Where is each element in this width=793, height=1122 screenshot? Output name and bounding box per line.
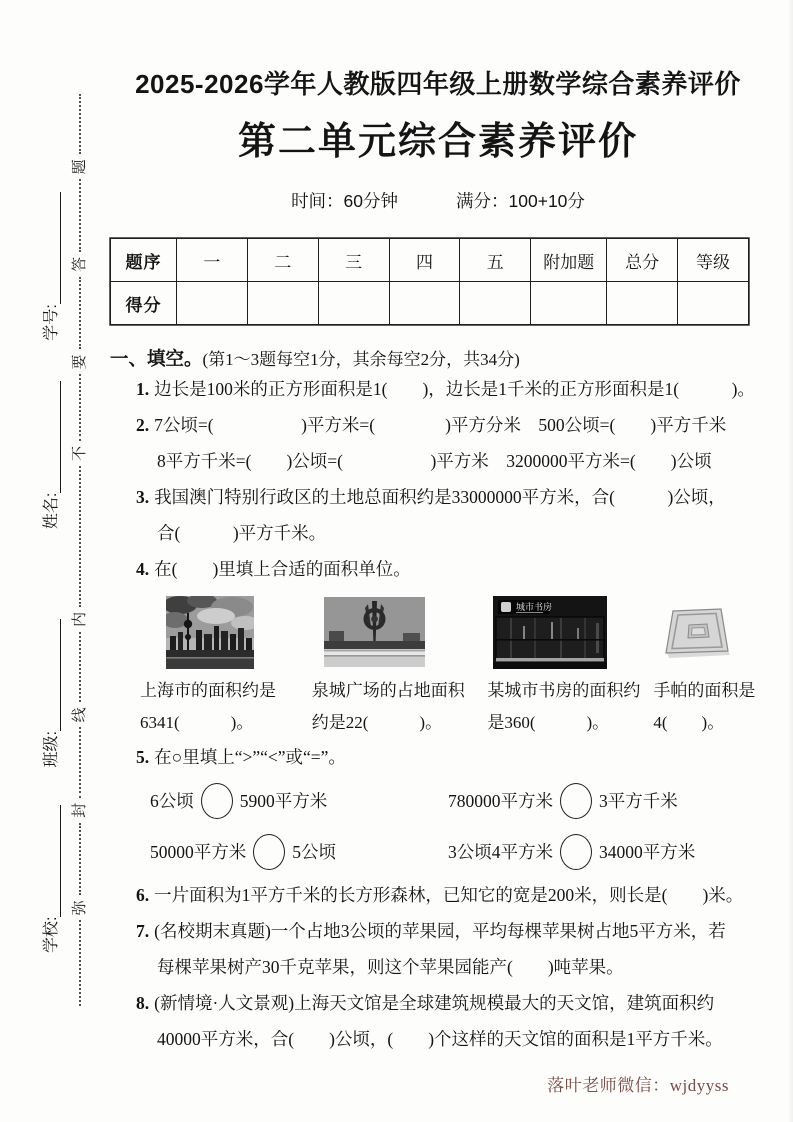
figure-quancheng-blank: 约是22( )。	[311, 713, 443, 732]
quancheng-square-image	[324, 597, 425, 667]
scan-edge-shadow	[788, 0, 793, 1122]
field-name-blank-line	[41, 381, 60, 493]
question-8-text-line-1: (新情境·人文景观)上海天文馆是全球建筑规模最大的天文馆，建筑面积约	[154, 993, 715, 1013]
question-6	[110, 877, 766, 913]
seal-dash	[79, 179, 81, 252]
exam-info-line	[110, 188, 766, 213]
comparison-2-answer-circle	[560, 783, 592, 819]
section-1-note: (第1～3题每空1分，其余每空2分，共34分)	[202, 350, 520, 369]
figure-shanghai	[140, 591, 312, 739]
comparison-3-right: 5公顷	[292, 842, 336, 862]
question-6-text: 一片面积为1平方千米的长方形森林，已知它的宽是200米，则长是( )米。	[154, 885, 744, 905]
page-subtitle: 第二单元综合素养评价	[237, 121, 638, 163]
comparison-1-right: 5900平方米	[239, 791, 328, 811]
question-3	[110, 479, 766, 515]
field-name-label: 姓名:	[42, 492, 60, 530]
question-4-number: 4.	[136, 559, 150, 579]
question-1	[110, 371, 766, 407]
teacher-wechat-watermark: 落叶老师微信：wjdyyss	[547, 1076, 729, 1095]
seal-dash	[79, 466, 81, 607]
comparison-2-left: 780000平方米	[448, 791, 553, 811]
comparison-1-left: 6公顷	[150, 791, 194, 811]
figure-handkerchief	[653, 591, 766, 739]
question-7-line-2	[110, 949, 766, 985]
question-5	[110, 739, 766, 775]
comparison-4-left: 3公顷4平方米	[448, 842, 553, 862]
seal-char: 要	[71, 354, 88, 370]
score-row-label: 得分	[111, 282, 177, 325]
field-class-label: 班级:	[42, 731, 60, 768]
seal-dash	[79, 727, 81, 797]
seal-char: 不	[71, 445, 88, 461]
question-3-text-line-2: 合( )平方千米。	[157, 523, 327, 543]
comparison-row-1	[150, 775, 766, 826]
question-8-number: 8.	[136, 993, 150, 1013]
seal-char: 题	[71, 159, 88, 175]
seal-dash	[79, 94, 81, 154]
question-4	[110, 551, 766, 587]
question-7-text-line-1: (名校期末真题)一个占地3公顷的苹果园，平均每棵苹果树占地5平方米，若	[154, 921, 726, 941]
question-2-text-line-1: 7公顷=( )平方米=( )平方分米 500公顷=( )平方千米	[154, 415, 727, 435]
score-table-corner: 题序	[111, 239, 177, 282]
question-2-line-2	[110, 443, 766, 479]
question-5-text: 在○里填上“>”“<”或“=”。	[154, 747, 346, 767]
comparison-3-answer-circle	[253, 834, 285, 870]
shanghai-skyline-image	[166, 596, 254, 669]
field-class	[38, 619, 61, 767]
comparison-4-answer-circle	[560, 834, 592, 870]
field-school-blank-line	[41, 805, 60, 917]
question-8-line-2	[110, 1021, 766, 1057]
score-cell	[460, 282, 531, 325]
seal-dash	[79, 920, 81, 1006]
question-7-number: 7.	[136, 921, 150, 941]
seal-char: 封	[71, 802, 88, 818]
seal-dash	[79, 632, 81, 702]
score-cell	[389, 282, 460, 325]
figure-shanghai-blank: 6341( )。	[140, 713, 254, 732]
section-1-title: 一、填空。	[110, 348, 203, 369]
question-1-text: 边长是100米的正方形面积是1( )，边长是1千米的正方形面积是1( )。	[154, 379, 755, 399]
question-3-text-line-1: 我国澳门特别行政区的土地总面积约是33000000平方米，合( )公顷，	[154, 487, 726, 507]
question-5-number: 5.	[136, 747, 150, 767]
seal-char: 答	[71, 256, 88, 272]
time-label: 时间：60分钟	[291, 191, 399, 211]
figure-quancheng-square	[312, 591, 488, 739]
question-7-text-line-2: 每棵苹果树产30千克苹果，则这个苹果园能产( )吨苹果。	[157, 957, 624, 977]
score-col-4: 四	[389, 239, 460, 282]
page-title: 2025-2026学年人教版四年级上册数学综合素养评价	[135, 69, 741, 99]
figure-city-study-blank: 是360( )。	[487, 713, 610, 732]
score-cell	[177, 282, 248, 325]
score-table-header-row	[111, 239, 749, 282]
figure-city-study	[487, 591, 653, 739]
question-3-number: 3.	[136, 487, 150, 507]
field-student-number-blank-line	[41, 192, 60, 304]
full-score-label: 满分：100+10分	[456, 191, 585, 211]
question-2-number: 2.	[136, 415, 150, 435]
handkerchief-image	[663, 605, 731, 659]
city-study-sign-text: 城市书房	[516, 601, 553, 612]
seal-dash	[79, 374, 81, 440]
question-5-comparisons	[110, 775, 766, 877]
seal-char: 弥	[71, 900, 88, 916]
score-col-grade: 等级	[678, 239, 749, 282]
comparison-3-left: 50000平方米	[150, 842, 247, 862]
figure-handkerchief-caption: 手帕的面积是	[653, 681, 756, 700]
field-school	[38, 805, 61, 953]
figure-shanghai-caption: 上海市的面积约是	[140, 681, 276, 700]
score-col-1: 一	[177, 239, 248, 282]
score-cell	[678, 282, 749, 325]
question-8	[110, 985, 766, 1021]
figure-handkerchief-blank: 4( )。	[653, 713, 725, 732]
question-6-number: 6.	[136, 885, 150, 905]
student-info-fields	[27, 115, 71, 1015]
score-col-5: 五	[460, 239, 531, 282]
score-cell	[247, 282, 318, 325]
comparison-4	[448, 834, 695, 870]
field-class-blank-line	[41, 619, 60, 731]
question-7	[110, 913, 766, 949]
field-student-number	[38, 192, 61, 340]
field-student-number-label: 学号:	[42, 304, 60, 341]
comparison-1-answer-circle	[201, 783, 233, 819]
question-4-text: 在( )里填上合适的面积单位。	[154, 559, 411, 579]
score-col-bonus: 附加题	[531, 239, 607, 282]
figure-city-study-caption: 某城市书房的面积约	[487, 681, 641, 700]
seal-dash	[79, 823, 81, 896]
score-table-score-row	[111, 282, 749, 325]
question-8-text-line-2: 40000平方米，合( )公顷，( )个这样的天文馆的面积是1平方千米。	[157, 1029, 723, 1049]
city-study-storefront-image	[493, 596, 607, 669]
question-1-number: 1.	[136, 379, 150, 399]
comparison-3	[150, 834, 448, 870]
section-1-heading	[110, 345, 766, 371]
score-cell	[531, 282, 607, 325]
question-4-figures	[110, 591, 766, 739]
comparison-2	[448, 783, 678, 819]
comparison-row-2	[150, 826, 766, 877]
comparison-2-right: 3平方千米	[599, 791, 678, 811]
exam-paper	[110, 0, 766, 1057]
comparison-4-right: 34000平方米	[599, 842, 696, 862]
score-table	[110, 238, 749, 325]
score-col-total: 总分	[607, 239, 678, 282]
question-2	[110, 407, 766, 443]
seal-char: 内	[71, 611, 88, 627]
seal-char: 线	[71, 707, 88, 723]
question-2-text-line-2: 8平方千米=( )公顷=( )平方米 3200000平方米=( )公顷	[157, 451, 712, 471]
seal-line	[69, 94, 91, 1006]
score-cell	[607, 282, 678, 325]
comparison-1	[150, 783, 448, 819]
question-3-line-2	[110, 515, 766, 551]
score-col-2: 二	[247, 239, 318, 282]
field-name	[38, 381, 61, 529]
score-cell	[318, 282, 389, 325]
figure-quancheng-caption: 泉城广场的占地面积	[311, 681, 465, 700]
score-col-3: 三	[318, 239, 389, 282]
field-school-label: 学校:	[42, 916, 60, 953]
seal-dash	[79, 277, 81, 350]
